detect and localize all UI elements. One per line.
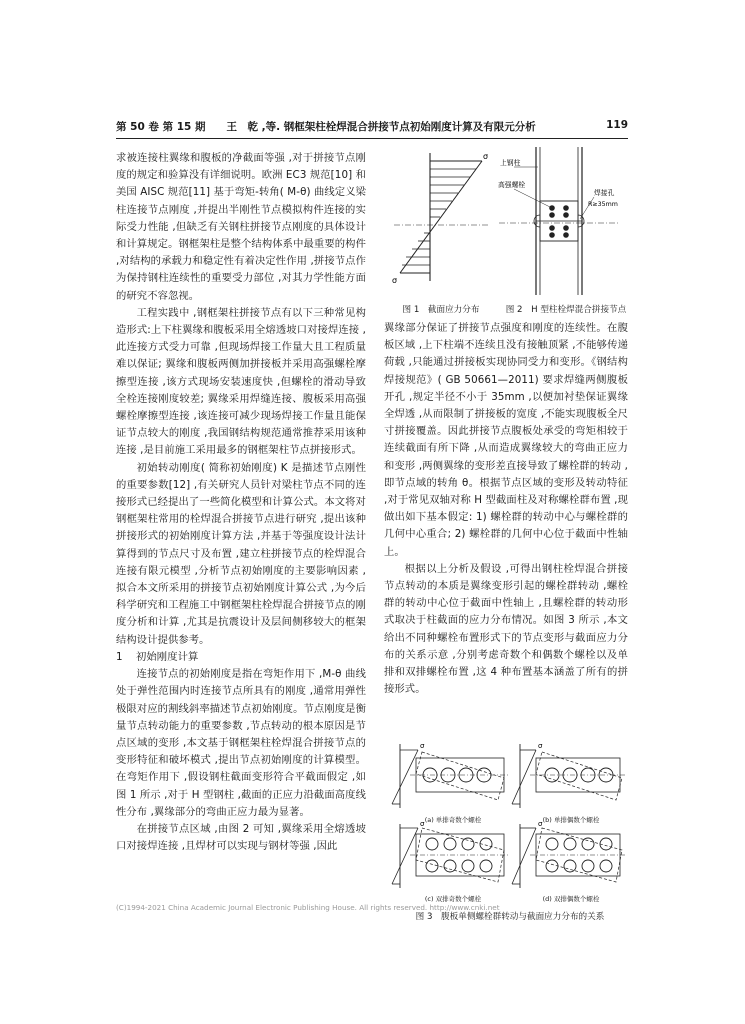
page-number: 119 bbox=[606, 119, 628, 131]
sigma-top-label: σ bbox=[483, 152, 489, 161]
left-column bbox=[116, 150, 366, 855]
right-paragraph-2: 根据以上分析及假设 ,可得出钢柱栓焊混合拼接节点转动的本质是翼缘变形引起的螺栓群转动 ,螺栓群的转动中心位于截面中性轴上 ,且螺栓群的转动形式取决于柱截面的应力分布情况。如图 3 所示 ,本文给出不同种螺栓布置形式下的节点变形与截面应力分布的关系示意 ,分别考虑奇数个和偶数个螺栓以及单排和双排螺栓布置 ,这 4 种布置基本涵盖了所有的拼接形式。 bbox=[384, 562, 628, 696]
section-title: 初始刚度计算 bbox=[136, 650, 199, 663]
figure-1-caption: 图 1 截面应力分布 bbox=[402, 305, 480, 315]
left-paragraph-2: 工程实践中 ,钢框架柱拼接节点有以下三种常见构造形式:上下柱翼缘和腹板采用全熔透坡口对接焊连接 ,此连接方式受力可靠 ,但现场焊接工作量大且工程质量难以保证; 翼缘和腹板两侧加拼接板并采用高强螺栓摩擦型连接 ,该方式现场安装速度快 ,但螺栓的滑动导致全栓连接刚度较差; 翼缘采用焊缝连接、腹板采用高强螺栓摩擦型连接 ,该连接可减少现场焊接工作量且能保证节点较大的刚度 ,我国钢结构规范通常推荐采用该种连接 ,是目前施工采用最多的钢框架柱节点拼接形式。 bbox=[116, 306, 366, 457]
figure-3-caption: 图 3 腹板单侧螺栓群转动与截面应力分布的关系 bbox=[415, 912, 605, 922]
figure-3d-panel bbox=[512, 820, 626, 888]
label-hole-size: R≥35mm bbox=[588, 201, 618, 208]
right-paragraph-1: 翼缘部分保证了拼接节点强度和刚度的连续性。在腹板区域 ,上下柱端不连续且没有接触顶紧 ,不能够传递荷载 ,只能通过拼接板实现协同受力和变形。《钢结构焊接规范》( GB 50661—2011) 要求焊缝两侧腹板开孔 ,规定半径不小于 35mm ,以便加衬垫保证翼缘全焊透 ,从而限制了拼接板的宽度 ,不能实现腹板全尺寸拼接覆盖。因此拼接节点腹板处承受的弯矩相较于连续截面有所下降 ,从而造成翼缘较大的弯曲正应力和变形 ,两侧翼缘的变形差直接导致了螺栓群的转动 ,即节点域的转角 θ。根据节点区域的变形及转动特征 ,对于常见双轴对称 H 型截面柱及对称螺栓群布置 ,现做出如下基本假定: 1) 螺栓群的转动中心与螺栓群的几何中心重合; 2) 螺栓群的几何中心位于截面中性轴上。 bbox=[384, 322, 628, 558]
right-column bbox=[384, 320, 628, 698]
label-hs-bolt: 高强螺栓 bbox=[498, 181, 526, 189]
copyright-footer: (C)1994-2021 China Academic Journal Electronic Publishing House. All rights reserved. http://www.cnki.net bbox=[116, 903, 500, 912]
header-rule bbox=[116, 138, 628, 139]
sigma-label-a: σ bbox=[420, 742, 425, 750]
label-weld-hole: 焊接孔 bbox=[594, 189, 615, 197]
figure-2-caption: 图 2 H 型柱栓焊混合拼接节点 bbox=[505, 305, 627, 315]
figure-3b-label: (b) 单排偶数个螺栓 bbox=[542, 816, 600, 824]
sigma-label-d: σ bbox=[538, 820, 543, 828]
left-paragraph-5: 在拼接节点区域 ,由图 2 可知 ,翼缘采用全熔透坡口对接焊连接 ,且焊材可以实现与钢材等强 ,因此 bbox=[116, 822, 366, 853]
sigma-label-c: σ bbox=[420, 820, 425, 828]
running-header bbox=[116, 119, 628, 137]
sigma-bottom-label: σ bbox=[392, 276, 398, 285]
figure-3a-panel bbox=[392, 742, 508, 808]
figure-3c-label: (c) 双排奇数个螺栓 bbox=[424, 895, 482, 903]
label-upper-column: 上钢柱 bbox=[500, 159, 521, 167]
left-paragraph-3: 初始转动刚度( 简称初始刚度) K 是描述节点刚性的重要参数[12] ,有关研究人员针对梁柱节点不同的连接形式已经提出了一些简化模型和计算公式。本文将对钢框架柱常用的栓焊混合拼接节点进行研究 ,提出该种拼接形式的初始刚度计算方法 ,并基于等强度设计法计算得到的节点尺寸及布置 ,建立柱拼接节点的栓焊混合连接有限元模型 ,分析节点初始刚度的主要影响因素 ,拟合本文所采用的拼接节点初始刚度计算公式 ,为今后科学研究和工程施工中钢框架柱栓焊混合拼接节点的刚度分析和计算 ,尤其是抗震设计及层间侧移较大的框架结构设计提供参考。 bbox=[116, 461, 366, 646]
running-title: 第 50 卷 第 15 期 王 乾 ,等. 钢框架柱栓焊混合拼接节点初始刚度计算及有限元分析 bbox=[116, 121, 536, 133]
figure-3d-label: (d) 双排偶数个螺栓 bbox=[542, 895, 600, 903]
section-heading bbox=[116, 649, 366, 666]
section-number: 1 bbox=[116, 650, 123, 663]
figure-2-splice-diagram bbox=[496, 145, 632, 300]
figure-3c-panel bbox=[392, 820, 508, 888]
sigma-label-b: σ bbox=[538, 742, 543, 750]
figure-3a-label: (a) 单排奇数个螺栓 bbox=[424, 816, 482, 824]
left-paragraph-4: 连接节点的初始刚度是指在弯矩作用下 ,M-θ 曲线处于弹性范围内时连接节点所具有的刚度 ,通常用弹性极限对应的割线斜率描述节点初始刚度。节点刚度是衡量节点转动能力的重要参数 ,节点转动的根本原因是节点区域的变形 ,本文基于钢框架柱栓焊混合拼接节点的变形特征和破坏模式 ,提出节点初始刚度的计算模型。在弯矩作用下 ,假设钢柱截面变形符合平截面假定 ,如图 1 所示 ,对于 H 型钢柱 ,截面的正应力沿截面高度线性分布 ,翼缘部分的弯曲正应力最为显著。 bbox=[116, 668, 366, 818]
left-paragraph-1: 求被连接柱翼缘和腹板的净截面等强 ,对于拼接节点刚度的规定和验算没有详细说明。欧洲 EC3 规范[10] 和美国 AISC 规范[11] 基于弯矩-转角( M-θ) 曲线定义梁柱连接节点刚度 ,并提出半刚性节点模拟构件连接的实际受力性能 ,但缺乏有关钢柱拼接节点刚度的具体设计和计算规定。钢框架柱是整个结构体系中最重要的构件 ,对结构的承载力和稳定性有着决定性作用 ,拼接节点作为保持钢柱连续性的重要受力部位 ,对其力学性能方面的研究不容忽视。 bbox=[116, 152, 366, 302]
figure-3b-panel bbox=[512, 742, 626, 808]
figure-1-stress-diagram bbox=[386, 147, 494, 295]
